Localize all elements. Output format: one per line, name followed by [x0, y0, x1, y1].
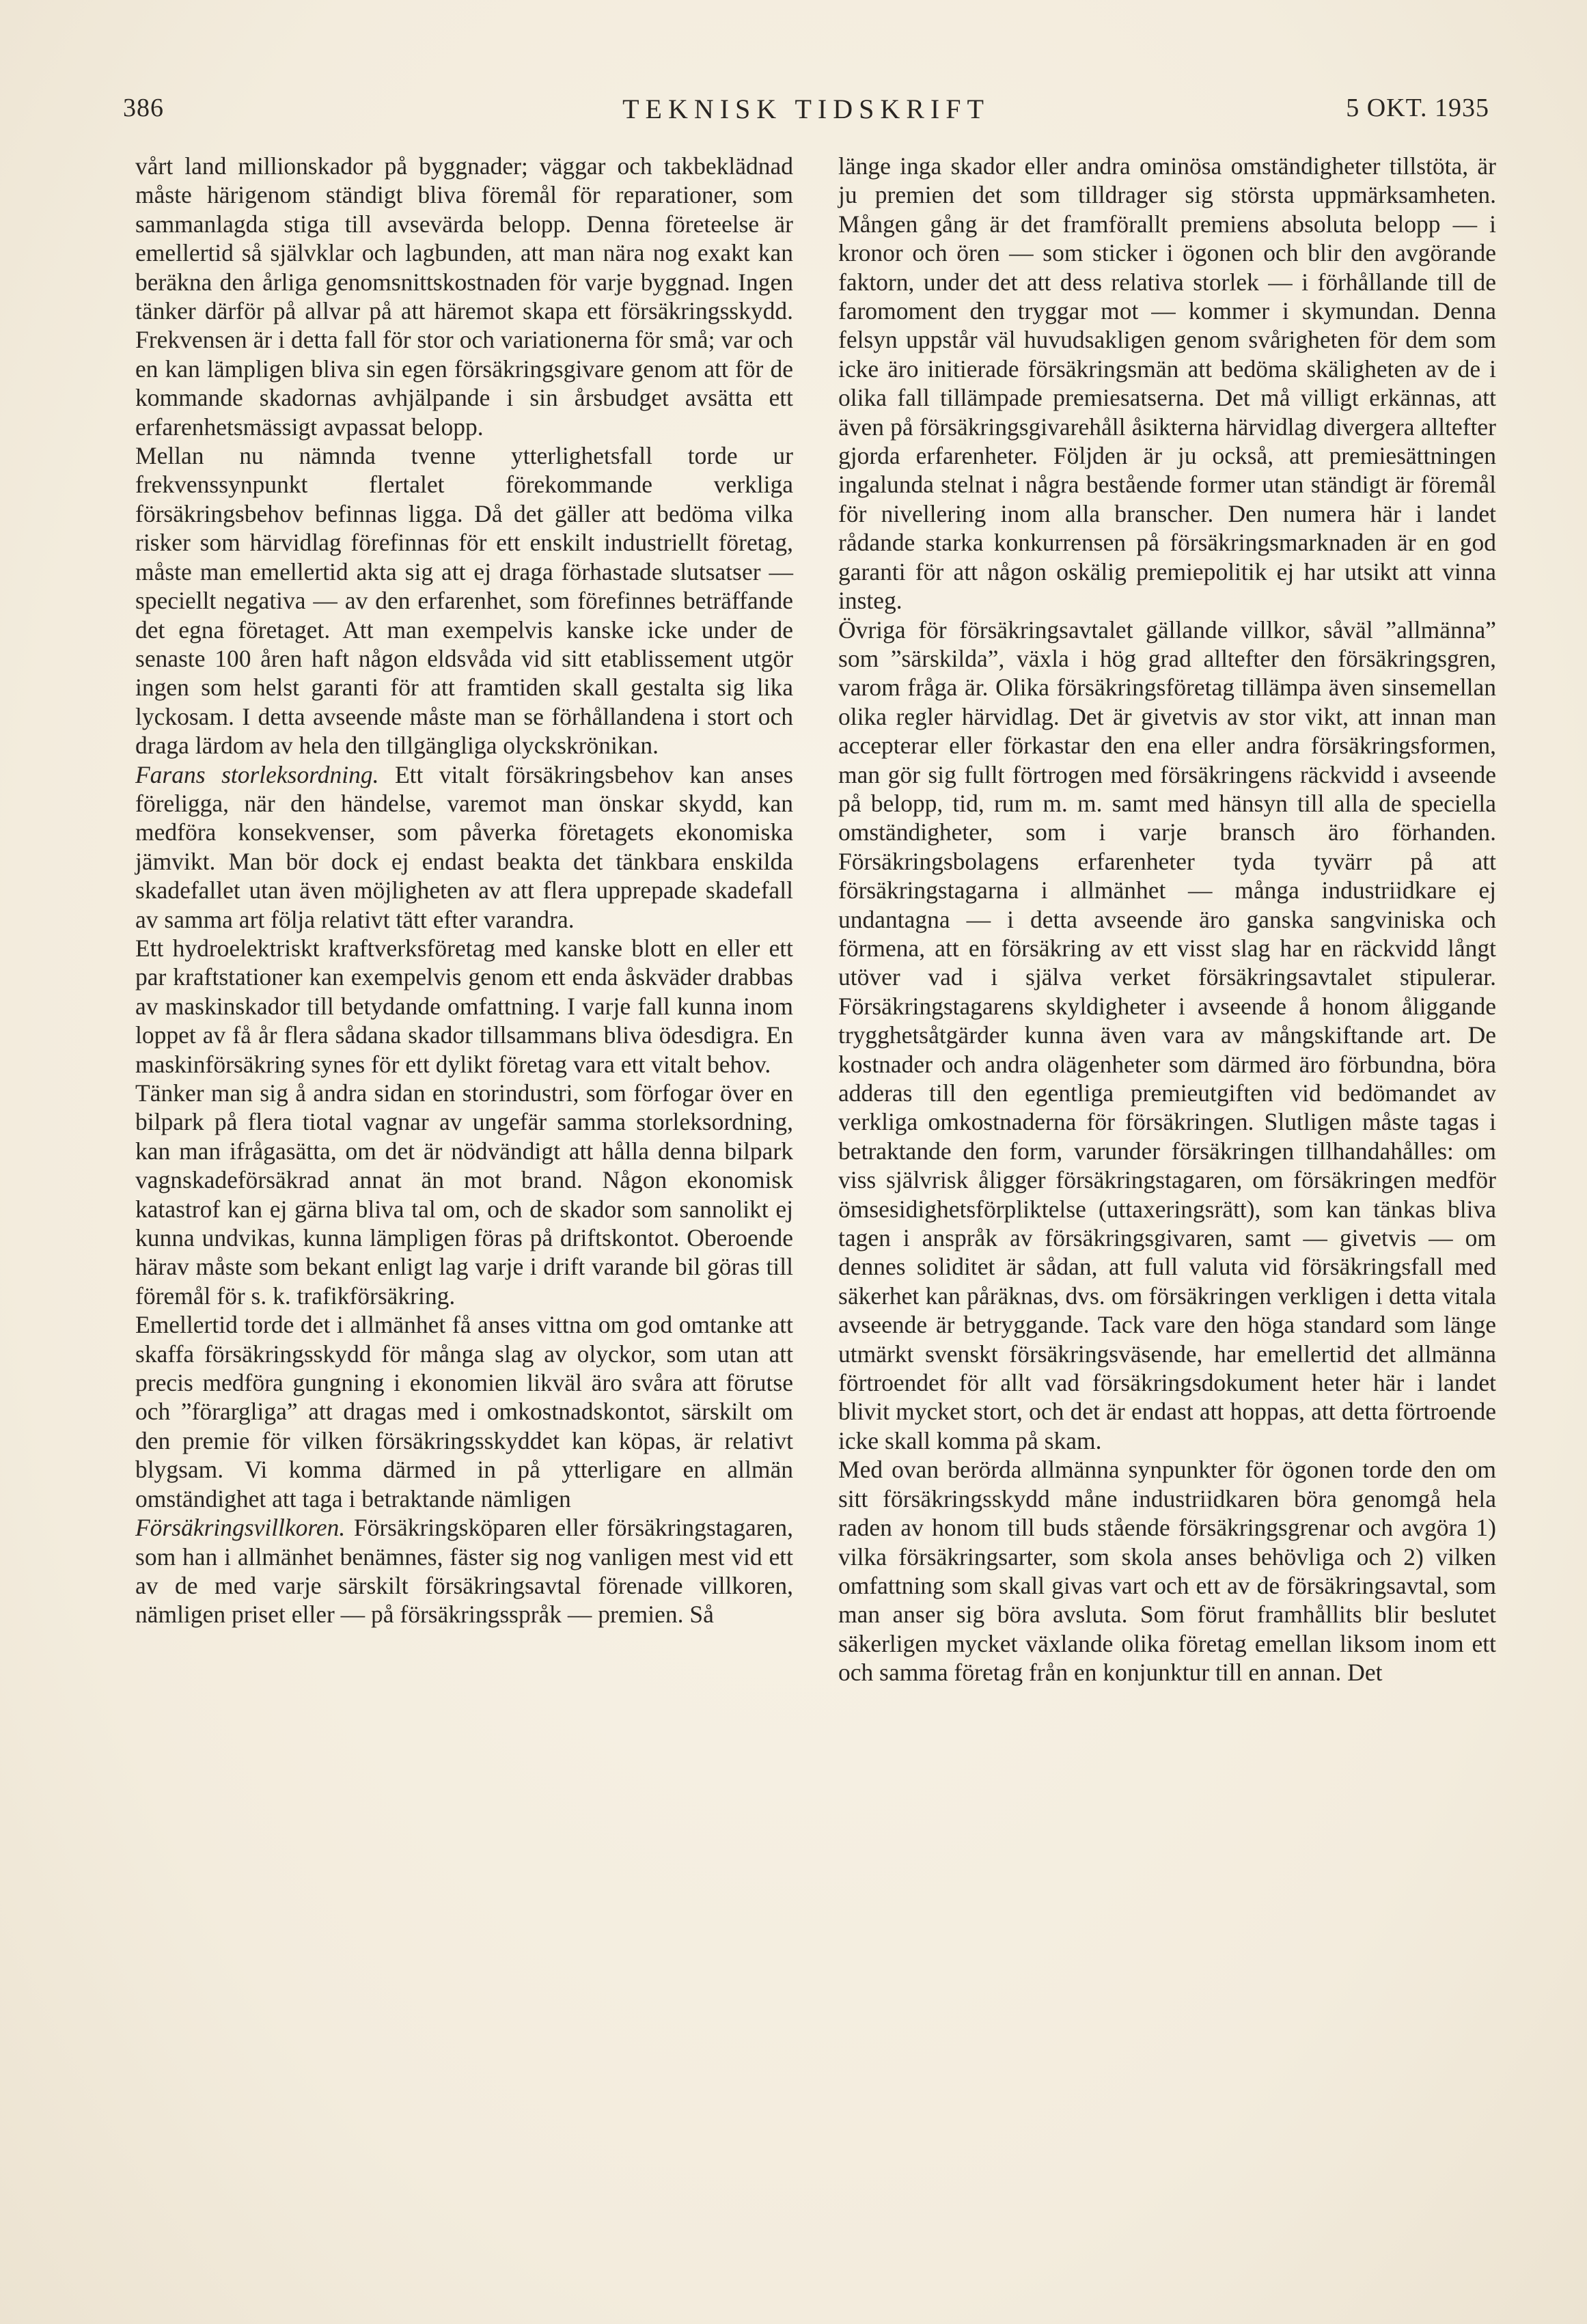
paragraph: [135, 152, 793, 441]
right-text-column: [838, 152, 1496, 1687]
paragraph-text: vårt land millionskador på byggnader; väggar och takbeklädnad måste härigenom ständigt bliva föremål för reparationer, som sammanlagda stiga till avsevärda belopp. Denna företeelse är emellertid så självklar och lagbunden, att man nära nog exakt kan beräkna den årliga genomsnittskostnaden för varje byggnad. Ingen tänker därför på allvar på att häremot skapa ett försäkringsskydd. Frekvensen är i detta fall för stor och variationerna för små; var och en kan lämpligen bliva sin egen försäkringsgivare genom att för de kommande skadornas avhjälpande i sin årsbudget avsätta ett erfarenhetsmässigt avpassat belopp.: [135, 152, 793, 441]
left-text-column: [135, 152, 793, 1629]
paragraph-text: Ett hydroelektriskt kraftverksföretag med kanske blott en eller ett par kraftstationer kan exempelvis genom ett enda åskväder drabbas av maskinskador till betydande omfattning. I varje fall kunna inom loppet av få år flera sådana skador tillsammans bliva ödesdigra. En maskinförsäkring synes för ett dylikt företag vara ett vitalt behov.: [135, 934, 793, 1078]
paragraph: [838, 1455, 1496, 1687]
running-header: [123, 93, 1489, 134]
paragraph-text: Med ovan berörda allmänna synpunkter för ögonen torde den om sitt försäkringsskydd måne industriidkaren böra genomgå hela raden av honom till buds stående försäkringsgrenar och avgöra 1) vilka försäkringsarter, som skola anses behövliga och 2) vilken omfattning som skall givas vart och ett av de försäkringsavtal, som man anser sig böra avsluta. Som förut framhållits blir beslutet säkerligen mycket växlande olika företag emellan liksom inom ett och samma företag från en konjunktur till en annan. Det: [838, 1456, 1496, 1687]
journal-title: TEKNISK TIDSKRIFT: [622, 94, 990, 124]
paragraph-heading: Farans storleksordning.: [135, 760, 379, 788]
page-number: 386: [123, 94, 164, 122]
paragraph-text: Försäkringsköparen eller försäkringstagaren, som han i allmänhet benämnes, fäster sig nog vanligen mest vid ett av de med varje särskilt försäkringsavtal förenade villkoren, nämligen priset eller — på försäkringsspråk — premien. Så: [135, 1514, 793, 1629]
paragraph: [135, 441, 793, 760]
paragraph-text: Ett vitalt försäkringsbehov kan anses föreligga, när den händelse, varemot man önskar skydd, kan medföra konsekvenser, som påverka företagets ekonomiska jämvikt. Man bör dock ej endast beakta det tänkbara enskilda skadefallet utan även möjligheten av att flera upprepade skadefall av samma art följa relativt tätt efter varandra.: [135, 760, 793, 933]
issue-date: 5 OKT. 1935: [1346, 94, 1489, 122]
paragraph: [838, 615, 1496, 1456]
paragraph: [135, 1513, 793, 1629]
paragraph: [135, 760, 793, 934]
paragraph-text: Övriga för försäkringsavtalet gällande villkor, såväl ”allmänna” som ”särskilda”, växla i hög grad alltefter den försäkringsgren, varom fråga är. Olika försäkringsföretag tillämpa även sinsemellan olika regler härvidlag. Det är givetvis av stor vikt, att innan man accepterar eller förkastar den ena eller andra försäkringsformen, man gör sig fullt förtrogen med försäkringens räckvidd i avseende på belopp, tid, rum m. m. samt med hänsyn till alla de speciella omständigheter, som i varje bransch äro förhanden. Försäkringsbolagens erfarenheter tyda tyvärr på att försäkringstagarna i allmänhet — många industriidkare ej undantagna — i detta avseende äro ganska sangviniska och förmena, att en försäkring av ett visst slag har en räckvidd långt utöver vad i själva verket försäkringsavtalet stipulerar. Försäkringstagarens skyldigheter i avseende å honom åliggande trygghetsåtgärder kunna även vara av mångskiftande art. De kostnader och andra olägenheter som därmed äro förbundna, böra adderas till den egentliga premieutgiften vid bedömandet av verkliga omkostnaderna för försäkringen. Slutligen måste tagas i betraktande den form, varunder försäkringen tillhandahålles: om viss självrisk åligger försäkringstagaren, om försäkringen medför ömsesidighetsförpliktelse (uttaxeringsrätt), som kan tänkas bliva tagen i anspråk av försäkringsgivaren, samt — givetvis — om dennes soliditet är sådan, att full valuta vid försäkringsfall med säkerhet kan påräknas, dvs. om försäkringen verkligen i detta vitala avseende är betryggande. Tack vare den höga standard som länge utmärkt svenskt försäkringsväsende, har emellertid det allmänna förtroendet för allt vad försäkringsdokument heter här i landet blivit mycket stort, och det är endast att hoppas, att detta förtroende icke skall komma på skam.: [838, 615, 1496, 1454]
paragraph-heading: Försäkringsvillkoren.: [135, 1514, 346, 1542]
paragraph-text: Tänker man sig å andra sidan en storindustri, som förfogar över en bilpark på flera tiotal vagnar av ungefär samma storleksordning, kan man ifrågasätta, om det är nödvändigt att hålla denna bilpark vagnskadeförsäkrad annat än mot brand. Någon ekonomisk katastrof kan ej gärna bliva tal om, och de skador som sannolikt ej kunna undvikas, kunna lämpligen föras på driftskontot. Oberoende härav måste som bekant enligt lag varje i drift varande bil göras till föremål för s. k. trafikförsäkring.: [135, 1079, 793, 1310]
paragraph-text: länge inga skador eller andra ominösa omständigheter tillstöta, är ju premien det som tilldrager sig största uppmärksamheten. Mången gång är det framförallt premiens absoluta belopp — i kronor och ören — som sticker i ögonen och blir den avgörande faktorn, under det att dess relativa storlek — i förhållande till de faromoment den tryggar mot — kommer i skymundan. Denna felsyn uppstår väl huvudsakligen genom svårigheten för dem som icke äro initierade försäkringsmän att bedöma skäligheten av de i olika fall tillämpade premiesatserna. Det må villigt erkännas, att även på försäkringsgivarehåll åsikterna härvidlag divergera alltefter gjorda erfarenheter. Följden är ju också, att premiesättningen ingalunda stelnat i några bestående former utan ständigt är föremål för nivellering inom alla branscher. Den numera här i landet rådande starka konkurrensen på försäkringsmarknaden är en god garanti för att någon oskälig premiepolitik ej har utsikt att vinna insteg.: [838, 152, 1496, 615]
paragraph-text: Emellertid torde det i allmänhet få anses vittna om god omtanke att skaffa försäkringsskydd för många slag av olyckor, som utan att precis medföra gungning i ekonomien likväl äro svåra att förutse och ”förargliga” att dragas med i omkostnadskontot, särskilt om den premie för vilken försäkringsskyddet kan köpas, är relativt blygsam. Vi komma därmed in på ytterligare en allmän omständighet att taga i betraktande nämligen: [135, 1311, 793, 1512]
paragraph: [135, 1079, 793, 1310]
paragraph: [135, 1310, 793, 1513]
paragraph: [838, 152, 1496, 615]
paragraph: [135, 934, 793, 1079]
paragraph-text: Mellan nu nämnda tvenne ytterlighetsfall torde ur frekvenssynpunkt flertalet förekommande verkliga försäkringsbehov befinnas ligga. Då det gäller att bedöma vilka risker som härvidlag förefinnas för ett enskilt industriellt företag, måste man emellertid akta sig att ej draga förhastade slutsatser — speciellt negativa — av den erfarenhet, som förefinnes beträffande det egna företaget. Att man exempelvis kanske icke under de senaste 100 åren haft någon eldsvåda vid sitt etablissement utgör ingen som helst garanti för att framtiden skall gestalta sig lika lyckosam. I detta avseende måste man se förhållandena i stort och draga lärdom av hela den tillgängliga olyckskrönikan.: [135, 442, 793, 760]
